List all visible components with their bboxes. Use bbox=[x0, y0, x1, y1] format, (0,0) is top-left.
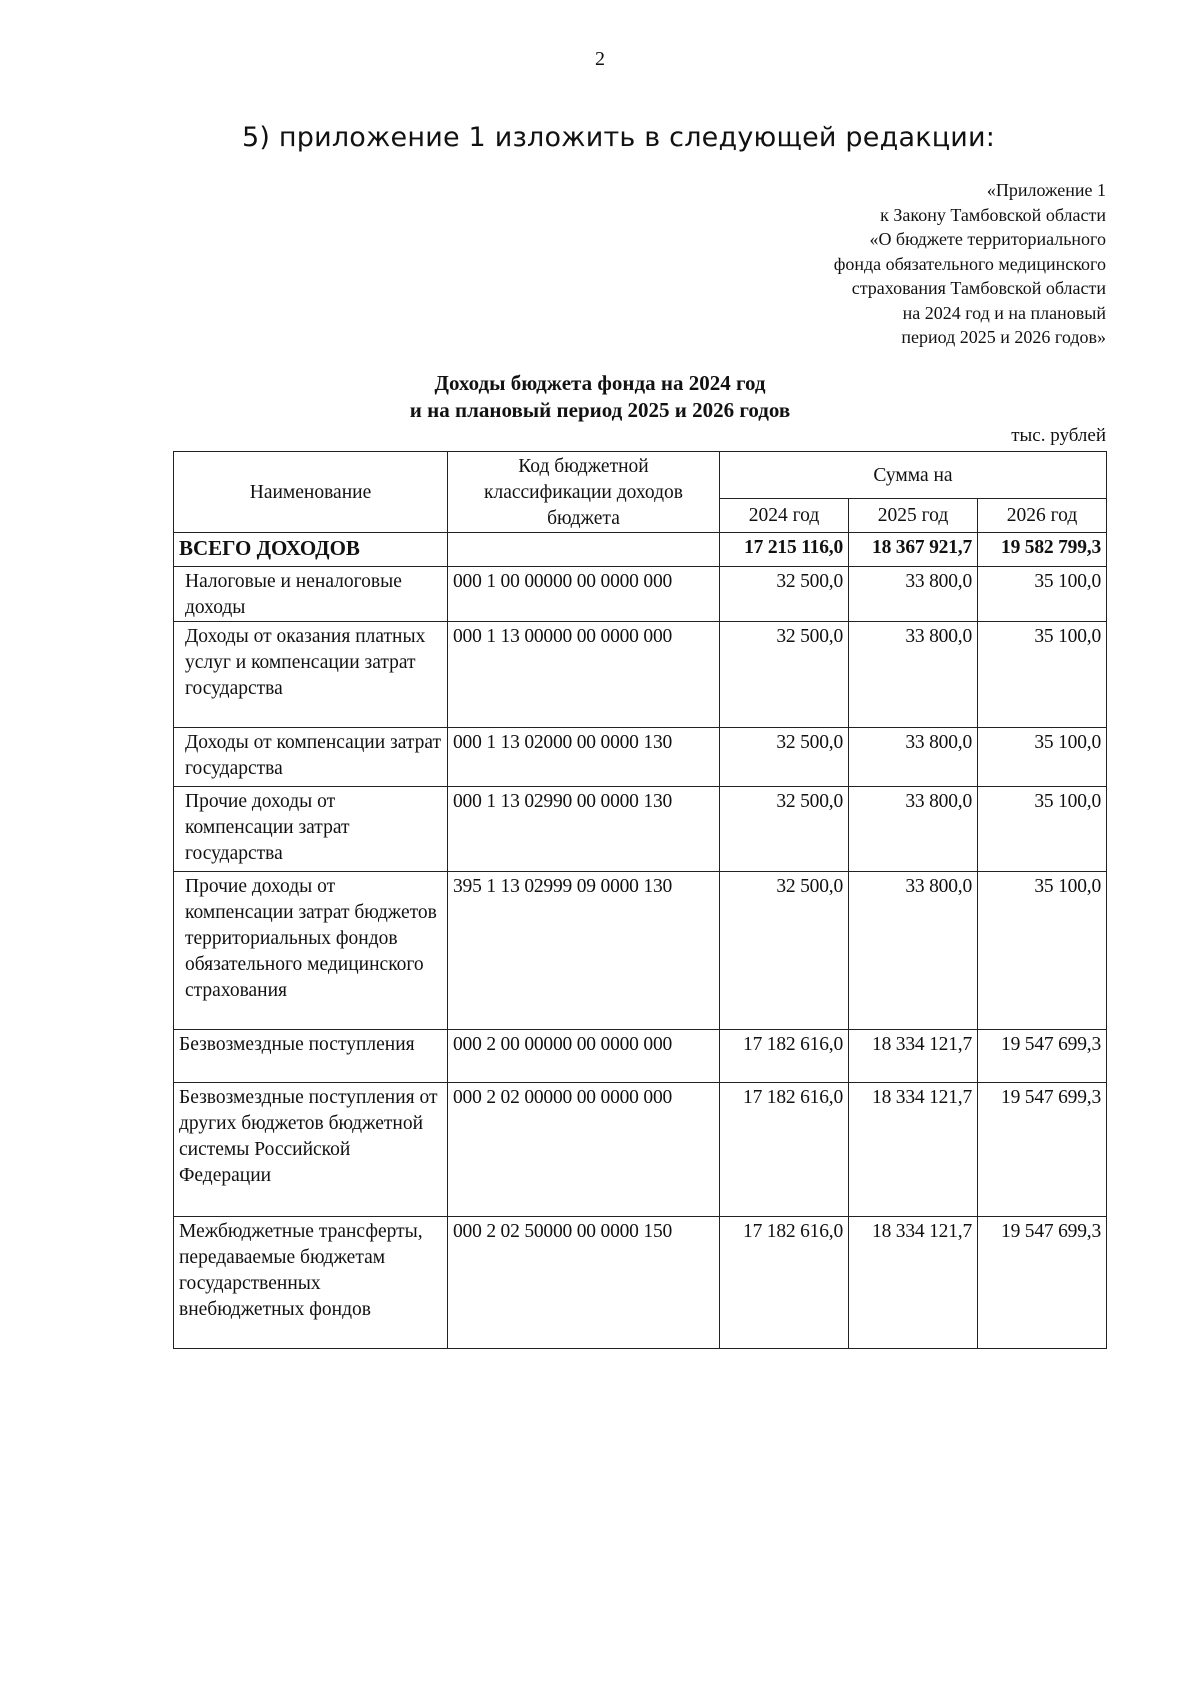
table-row bbox=[174, 872, 1107, 1030]
table-row bbox=[174, 622, 1107, 728]
row-value-2024: 17 182 616,0 bbox=[720, 1030, 849, 1083]
table-row bbox=[174, 728, 1107, 787]
title-line-2: и на плановый период 2025 и 2026 годов bbox=[409, 398, 791, 422]
table-row bbox=[174, 1217, 1107, 1349]
appendix-header-line: «Приложение 1 bbox=[986, 180, 1106, 200]
row-value-2026: 35 100,0 bbox=[978, 567, 1107, 622]
header-name: Наименование bbox=[174, 452, 448, 533]
row-code bbox=[448, 533, 720, 567]
row-name: Доходы от оказания платных услуг и компенсации затрат государства bbox=[174, 622, 448, 728]
header-year-2025: 2025 год bbox=[849, 498, 978, 532]
row-code: 000 1 13 02990 00 0000 130 bbox=[448, 787, 720, 872]
row-name: Налоговые и неналоговые доходы bbox=[174, 567, 448, 622]
row-value-2026: 35 100,0 bbox=[978, 872, 1107, 1030]
revenue-table bbox=[173, 451, 1107, 1349]
row-value-2024: 32 500,0 bbox=[720, 622, 849, 728]
row-value-2025: 33 800,0 bbox=[849, 567, 978, 622]
table-row-total bbox=[174, 533, 1107, 567]
amendment-intro: 5) приложение 1 изложить в следующей редакции: bbox=[242, 122, 996, 153]
appendix-header bbox=[666, 178, 1106, 350]
row-value-2025: 33 800,0 bbox=[849, 872, 978, 1030]
row-name: Безвозмездные поступления от других бюджетов бюджетной системы Российской Федерации bbox=[174, 1083, 448, 1217]
row-code: 000 1 13 02000 00 0000 130 bbox=[448, 728, 720, 787]
appendix-header-line: на 2024 год и на плановый bbox=[902, 302, 1106, 323]
row-value-2026: 19 547 699,3 bbox=[978, 1217, 1107, 1349]
units-label: тыс. рублей bbox=[1011, 425, 1106, 446]
row-value-2026: 35 100,0 bbox=[978, 787, 1107, 872]
table-row bbox=[174, 567, 1107, 622]
row-value-2024: 17 182 616,0 bbox=[720, 1083, 849, 1217]
row-value-2026: 19 547 699,3 bbox=[978, 1030, 1107, 1083]
appendix-header-line: страхования Тамбовской области bbox=[851, 278, 1106, 298]
row-code: 000 2 02 50000 00 0000 150 bbox=[448, 1217, 720, 1349]
header-code: Код бюджетной классификации доходов бюджета bbox=[448, 452, 720, 533]
header-year-2026: 2026 год bbox=[978, 498, 1107, 532]
appendix-header-line: «О бюджете территориального bbox=[869, 229, 1106, 249]
table-row bbox=[174, 787, 1107, 872]
row-value-2024: 17 215 116,0 bbox=[720, 533, 849, 567]
appendix-header-line: фонда обязательного медицинского bbox=[833, 253, 1106, 274]
appendix-header-line: к Закону Тамбовской области bbox=[880, 204, 1106, 225]
row-value-2025: 18 334 121,7 bbox=[849, 1083, 978, 1217]
row-code: 395 1 13 02999 09 0000 130 bbox=[448, 872, 720, 1030]
row-name: Межбюджетные трансферты, передаваемые бюджетам государственных внебюджетных фондов bbox=[174, 1217, 448, 1349]
row-value-2025: 33 800,0 bbox=[849, 728, 978, 787]
row-value-2024: 32 500,0 bbox=[720, 567, 849, 622]
table-row bbox=[174, 1030, 1107, 1083]
row-value-2024: 32 500,0 bbox=[720, 728, 849, 787]
header-year-2024: 2024 год bbox=[720, 498, 849, 532]
row-value-2026: 35 100,0 bbox=[978, 622, 1107, 728]
header-amount: Сумма на bbox=[720, 452, 1107, 499]
row-value-2025: 18 334 121,7 bbox=[849, 1217, 978, 1349]
row-value-2024: 32 500,0 bbox=[720, 872, 849, 1030]
table-row bbox=[174, 1083, 1107, 1217]
appendix-header-line: период 2025 и 2026 годов» bbox=[901, 327, 1106, 347]
title-line-1: Доходы бюджета фонда на 2024 год bbox=[434, 371, 766, 395]
row-name: Доходы от компенсации затрат государства bbox=[174, 728, 448, 787]
row-code: 000 2 00 00000 00 0000 000 bbox=[448, 1030, 720, 1083]
document-title bbox=[0, 370, 1200, 424]
row-value-2024: 17 182 616,0 bbox=[720, 1217, 849, 1349]
row-code: 000 1 00 00000 00 0000 000 bbox=[448, 567, 720, 622]
row-value-2025: 33 800,0 bbox=[849, 622, 978, 728]
row-name: Безвозмездные поступления bbox=[174, 1030, 448, 1083]
row-code: 000 1 13 00000 00 0000 000 bbox=[448, 622, 720, 728]
row-value-2025: 18 334 121,7 bbox=[849, 1030, 978, 1083]
row-value-2026: 19 582 799,3 bbox=[978, 533, 1107, 567]
row-name: Прочие доходы от компенсации затрат бюджетов территориальных фондов обязательного медицинского страхования bbox=[174, 872, 448, 1030]
row-code: 000 2 02 00000 00 0000 000 bbox=[448, 1083, 720, 1217]
row-value-2026: 35 100,0 bbox=[978, 728, 1107, 787]
row-value-2026: 19 547 699,3 bbox=[978, 1083, 1107, 1217]
row-value-2025: 33 800,0 bbox=[849, 787, 978, 872]
row-name: Прочие доходы от компенсации затрат государства bbox=[174, 787, 448, 872]
row-value-2024: 32 500,0 bbox=[720, 787, 849, 872]
row-value-2025: 18 367 921,7 bbox=[849, 533, 978, 567]
row-name: ВСЕГО ДОХОДОВ bbox=[174, 533, 448, 567]
page-number: 2 bbox=[595, 48, 605, 70]
